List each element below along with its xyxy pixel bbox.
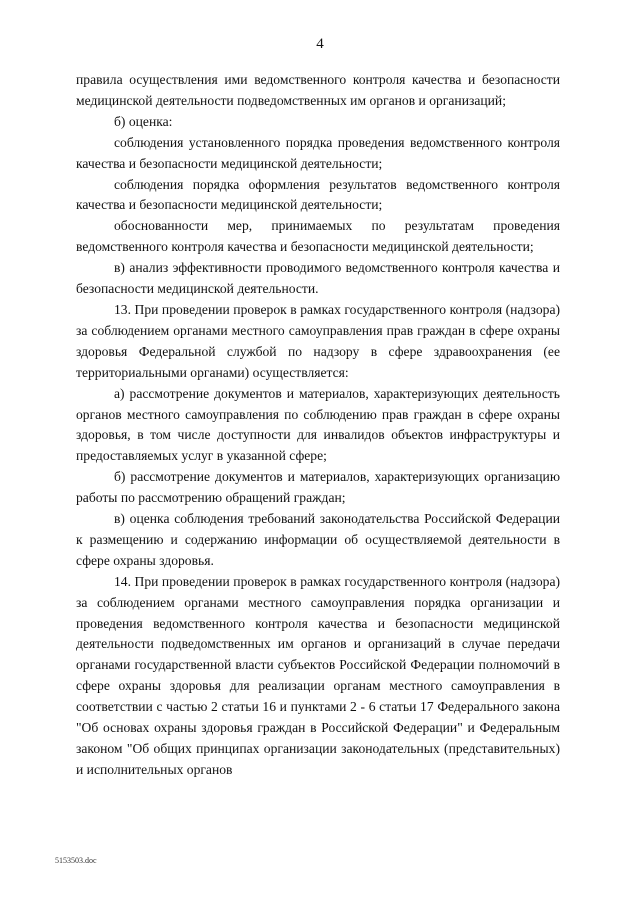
paragraph: в) оценка соблюдения требований законодательства Российской Федерации к размещению и содержанию информации об осуществляемой деятельности в сфере охраны здоровья.	[76, 511, 560, 568]
paragraph: соблюдения установленного порядка проведения ведомственного контроля качества и безопасности медицинской деятельности;	[76, 134, 560, 171]
paragraph: б) оценка:	[114, 113, 173, 129]
paragraph: соблюдения порядка оформления результатов ведомственного контроля качества и безопасности медицинской деятельности;	[76, 176, 560, 213]
paragraph: обоснованности мер, принимаемых по результатам проведения ведомственного контроля качества и безопасности медицинской деятельности;	[76, 218, 560, 255]
page-number: 4	[316, 36, 324, 52]
paragraph: в) анализ эффективности проводимого ведомственного контроля качества и безопасности медицинской деятельности.	[76, 260, 560, 297]
paragraph: б) рассмотрение документов и материалов, характеризующих организацию работы по рассмотрению обращений граждан;	[76, 469, 560, 506]
paragraph: а) рассмотрение документов и материалов, характеризующих деятельность органов местного самоуправления по соблюдению прав граждан в сфере охраны здоровья, в том числе доступности для инвалидов объектов инфраструктуры и предоставляемых услуг в указанной сфере;	[76, 385, 560, 464]
paragraph: 14. При проведении проверок в рамках государственного контроля (надзора) за соблюдением органами местного самоуправления порядка организации и проведения ведомственного контроля качества и безопасности медицинской деятельности подведомственных им органов и организаций в случае передачи органами государственной власти субъектов Российской Федерации полномочий в сфере охраны здоровья для реализации органам местного самоуправления в соответствии с частью 2 статьи 16 и пунктами 2 - 6 статьи 17 Федерального закона "Об основах охраны здоровья граждан в Российской Федерации" и Федеральным законом "Об общих принципах организации законодательных (представительных) и исполнительных органов	[76, 573, 560, 777]
paragraph: правила осуществления ими ведомственного контроля качества и безопасности медицинской деятельности подведомственных им органов и организаций;	[76, 72, 560, 108]
footer-filename: 5153503.doc	[55, 856, 97, 865]
paragraph: 13. При проведении проверок в рамках государственного контроля (надзора) за соблюдением органами местного самоуправления прав граждан в сфере охраны здоровья Федеральной службой по надзору в сфере здравоохранения (ее территориальными органами) осуществляется:	[76, 301, 560, 380]
document-body	[76, 70, 560, 781]
